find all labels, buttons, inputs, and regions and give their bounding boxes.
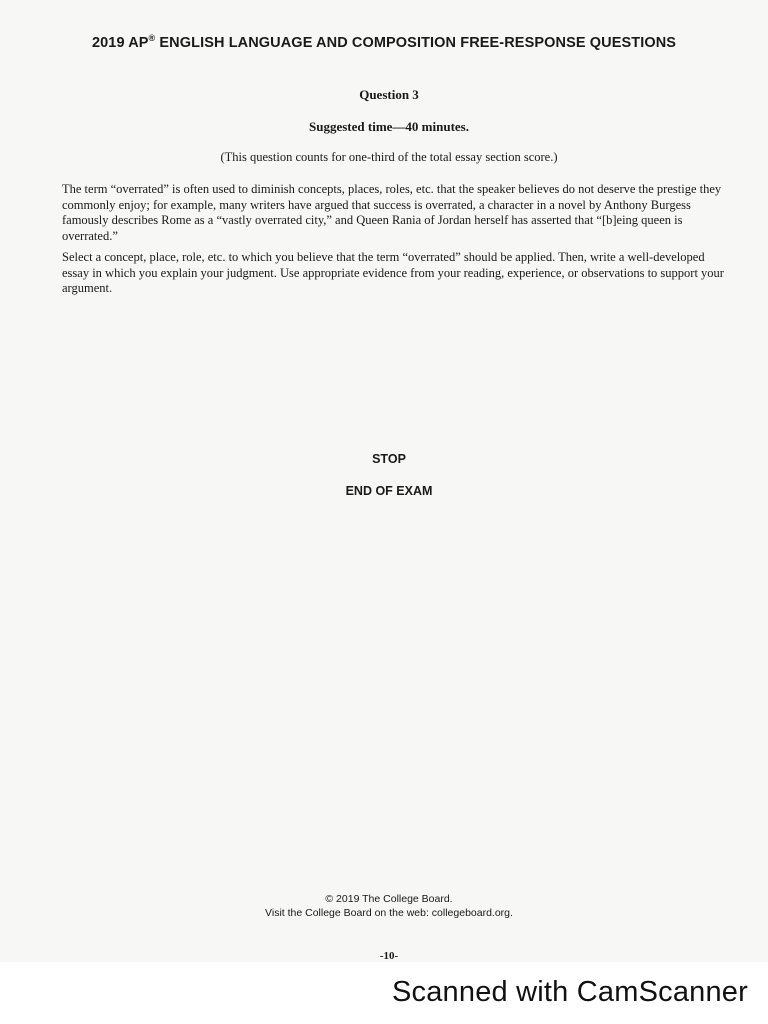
camscanner-watermark: Scanned with CamScanner (391, 976, 748, 1008)
registered-mark: ® (148, 33, 156, 44)
end-of-exam-label: END OF EXAM (345, 484, 433, 498)
header-title-suffix: ENGLISH LANGUAGE AND COMPOSITION FREE-RESPONSE QUESTIONS (155, 35, 677, 51)
prompt-paragraph-1: The term “overrated” is often used to diminish concepts, places, roles, etc. that the speaker believes do not deserve the prestige they commonly enjoy; for example, many writers have argued that success is overrated, a character in a novel by Anthony Burgess famously describes Rome as a “vastly overrated city,” and Queen Rania of Jordan herself has asserted that “[b]eing queen is overrated.” (62, 182, 722, 243)
website-line: Visit the College Board on the web: collegeboard.org. (265, 907, 513, 919)
copyright-line: © 2019 The College Board. (325, 893, 453, 905)
page-number: -10- (379, 950, 399, 962)
prompt-paragraph-2: Select a concept, place, role, etc. to which you believe that the term “overrated” should be applied. Then, write a well-developed essay in which you explain your judgment. Use appropriate evidence from your reading, experience, or observations to support your argument. (62, 250, 724, 295)
question-title: Question 3 (359, 87, 419, 102)
page-footer (0, 892, 768, 920)
stop-label: STOP (372, 452, 406, 466)
suggested-time: Suggested time—40 minutes. (309, 119, 469, 134)
header-title-prefix: 2019 AP (91, 35, 149, 51)
page-header (0, 35, 768, 51)
score-note: (This question counts for one-third of the total essay section score.) (220, 150, 558, 164)
